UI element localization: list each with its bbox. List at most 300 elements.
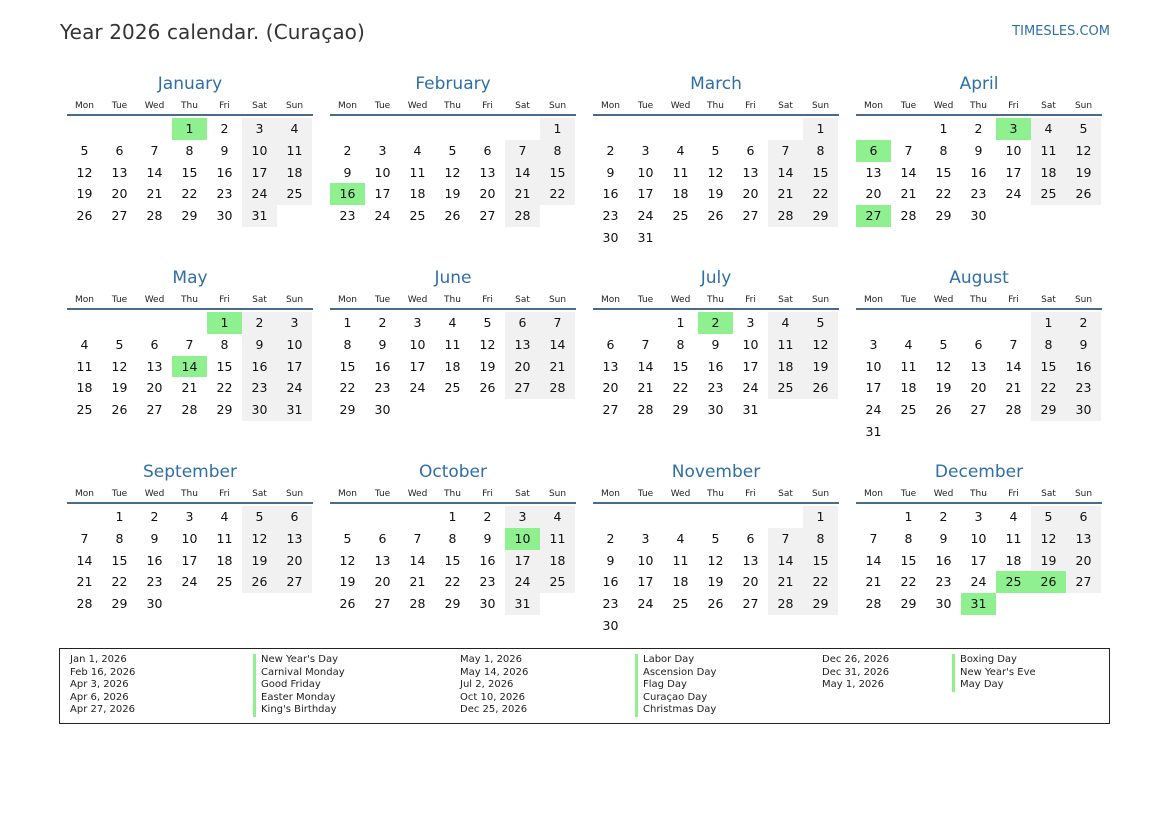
weekday-label: Thu: [181, 295, 198, 305]
month-title: February: [415, 74, 491, 94]
day-cell: 24: [1005, 186, 1022, 202]
weekday-label: Sun: [811, 101, 830, 111]
day-cell: 11: [216, 530, 233, 546]
day-cell: 27: [742, 596, 759, 612]
month-title: December: [934, 462, 1024, 482]
day-cell: 2: [378, 315, 387, 330]
day-cell: 10: [637, 164, 654, 180]
day-cell: 14: [768, 550, 803, 572]
empty-cell: [663, 506, 698, 528]
weekday-label: Tue: [637, 295, 654, 305]
day-cell: 31: [505, 593, 540, 615]
day-cell: 11: [76, 358, 93, 374]
day-cell: 27: [277, 571, 312, 593]
day-cell: 23: [935, 574, 952, 590]
weekday-label: Fri: [745, 489, 756, 499]
holiday-name: Labor Day: [643, 654, 695, 665]
day-cell: 5: [1066, 118, 1101, 140]
day-cell: 8: [448, 530, 457, 546]
holiday-date: Dec 25, 2026: [460, 704, 528, 716]
day-cell: 13: [865, 164, 882, 180]
month-december: [856, 460, 1102, 654]
empty-cell: [400, 118, 435, 140]
day-cell: 6: [746, 142, 755, 158]
day-cell: 18: [1031, 162, 1066, 184]
day-cell: 30: [374, 402, 391, 418]
empty-cell: [733, 118, 768, 140]
weekday-header: [67, 293, 313, 310]
holiday-name: Ascension Day: [643, 666, 717, 678]
empty-cell: [926, 312, 961, 334]
weekday-label: Mon: [864, 101, 883, 111]
day-cell: 16: [602, 574, 619, 590]
empty-cell: [856, 118, 891, 140]
day-cell: 5: [711, 530, 720, 546]
day-cell: 30: [970, 208, 987, 224]
weekday-label: Sat: [1041, 101, 1056, 111]
day-cell: 12: [444, 164, 461, 180]
day-cell: 15: [444, 552, 461, 568]
day-cell: 27: [1066, 571, 1101, 593]
day-cell: 10: [242, 140, 277, 162]
day-cell: 22: [444, 574, 461, 590]
day-cell: 28: [637, 402, 654, 418]
day-cell: 21: [181, 380, 198, 396]
day-cell: 29: [900, 596, 917, 612]
day-cell: 5: [448, 142, 457, 158]
day-cell: 20: [277, 550, 312, 572]
day-cell: 19: [111, 380, 128, 396]
empty-cell: [67, 118, 102, 140]
day-cell: 23: [1066, 377, 1101, 399]
day-cell: 13: [374, 552, 391, 568]
day-cell: 12: [707, 552, 724, 568]
weekday-label: Wed: [144, 489, 165, 499]
weekday-label: Tue: [637, 101, 654, 111]
day-cell: 3: [641, 530, 650, 546]
weekday-label: Thu: [444, 489, 461, 499]
holiday-name: Easter Monday: [261, 691, 336, 703]
day-cell: 29: [181, 208, 198, 224]
day-cell: 3: [378, 142, 387, 158]
day-cell: 5: [711, 142, 720, 158]
day-cell: 24: [277, 377, 312, 399]
day-cell: 11: [277, 140, 312, 162]
day-cell: 23: [374, 380, 391, 396]
day-cell: 26: [479, 380, 496, 396]
weekday-label: Fri: [219, 295, 230, 305]
day-cell: 17: [742, 358, 759, 374]
weekday-header: [67, 487, 313, 504]
legend-dates-column: [822, 654, 889, 692]
day-cell: 28: [540, 377, 575, 399]
weekday-label: Sat: [515, 489, 530, 499]
day-cell: 20: [742, 574, 759, 590]
day-cell: 9: [343, 164, 352, 180]
weekday-label: Sat: [515, 295, 530, 305]
day-cell: 2: [483, 509, 492, 524]
day-cell: 3: [413, 315, 422, 330]
day-cell: 1: [343, 315, 352, 330]
weekday-label: Sun: [1074, 295, 1093, 305]
day-cell: 6: [277, 506, 312, 528]
day-cell: 17: [374, 186, 391, 202]
month-july: [593, 266, 839, 460]
day-cell: 17: [865, 380, 882, 396]
weekday-label: Tue: [111, 489, 128, 499]
day-cell: 14: [1005, 358, 1022, 374]
month-title: September: [143, 462, 237, 482]
day-cell: 7: [80, 530, 89, 546]
day-cell: 3: [505, 506, 540, 528]
day-cell: 7: [641, 336, 650, 352]
day-cell: 27: [602, 402, 619, 418]
weekday-label: Tue: [111, 101, 128, 111]
day-cell: 16: [935, 552, 952, 568]
day-cell: 20: [374, 574, 391, 590]
weekday-label: Sat: [515, 101, 530, 111]
day-cell: 17: [505, 550, 540, 572]
calendar-grid: [67, 72, 1102, 654]
day-cell: 16: [707, 358, 724, 374]
weekday-label: Sat: [1041, 295, 1056, 305]
day-cell: 15: [339, 358, 356, 374]
day-cell: 25: [1031, 183, 1066, 205]
holiday-date: Jul 2, 2026: [460, 679, 514, 691]
weekday-label: Mon: [338, 101, 357, 111]
day-cell: 15: [900, 552, 917, 568]
day-cell: 6: [378, 530, 387, 546]
day-grid: [593, 506, 839, 637]
day-cell: 5: [483, 315, 492, 330]
empty-cell: [67, 312, 102, 334]
day-cell: 6: [974, 336, 983, 352]
day-cell: 5: [115, 336, 124, 352]
day-cell: 12: [76, 164, 93, 180]
day-cell: 1: [939, 121, 948, 136]
day-cell: 28: [865, 596, 882, 612]
empty-cell: [435, 118, 470, 140]
day-cell: 10: [865, 358, 882, 374]
site-link[interactable]: TIMESLES.COM: [1012, 24, 1110, 39]
holiday-name: May Day: [960, 679, 1004, 691]
day-cell: 10: [374, 164, 391, 180]
holiday-day-cell: 2: [698, 312, 733, 334]
weekday-label: Wed: [933, 489, 954, 499]
day-cell: 1: [676, 315, 685, 330]
day-cell: 11: [1031, 140, 1066, 162]
day-cell: 24: [374, 208, 391, 224]
day-cell: 22: [803, 183, 838, 205]
day-cell: 20: [742, 186, 759, 202]
holiday-date: May 1, 2026: [822, 679, 885, 691]
weekday-label: Wed: [670, 489, 691, 499]
empty-cell: [663, 118, 698, 140]
day-cell: 22: [1031, 377, 1066, 399]
weekday-label: Tue: [900, 489, 917, 499]
day-cell: 14: [409, 552, 426, 568]
day-cell: 30: [707, 402, 724, 418]
holiday-day-cell: 16: [330, 183, 365, 205]
day-cell: 15: [1031, 356, 1066, 378]
day-cell: 13: [742, 552, 759, 568]
day-cell: 9: [483, 530, 492, 546]
holiday-day-cell: 26: [1031, 571, 1066, 593]
day-cell: 18: [216, 552, 233, 568]
weekday-label: Sun: [285, 489, 304, 499]
day-cell: 2: [242, 312, 277, 334]
day-cell: 6: [606, 336, 615, 352]
empty-cell: [628, 506, 663, 528]
day-cell: 21: [900, 186, 917, 202]
weekday-header: [856, 487, 1102, 504]
day-cell: 27: [111, 208, 128, 224]
weekday-label: Mon: [601, 101, 620, 111]
day-cell: 9: [150, 530, 159, 546]
holiday-date: Jan 1, 2026: [70, 654, 127, 665]
holiday-name: King's Birthday: [261, 704, 337, 716]
day-cell: 15: [111, 552, 128, 568]
day-cell: 24: [409, 380, 426, 396]
day-cell: 11: [444, 336, 461, 352]
empty-cell: [768, 506, 803, 528]
day-cell: 13: [479, 164, 496, 180]
day-cell: 8: [939, 142, 948, 158]
day-cell: 20: [865, 186, 882, 202]
holiday-name: Carnival Monday: [261, 666, 345, 678]
empty-cell: [172, 312, 207, 334]
empty-cell: [961, 312, 996, 334]
day-cell: 29: [803, 593, 838, 615]
weekday-label: Sun: [548, 489, 567, 499]
day-cell: 12: [242, 528, 277, 550]
weekday-label: Tue: [374, 489, 391, 499]
weekday-label: Wed: [144, 295, 165, 305]
day-cell: 16: [242, 356, 277, 378]
weekday-header: [593, 293, 839, 310]
day-cell: 4: [904, 336, 913, 352]
day-cell: 25: [277, 183, 312, 205]
day-cell: 12: [935, 358, 952, 374]
day-cell: 13: [146, 358, 163, 374]
day-cell: 28: [146, 208, 163, 224]
day-cell: 10: [637, 552, 654, 568]
day-cell: 30: [602, 617, 619, 633]
day-cell: 31: [742, 402, 759, 418]
weekday-label: Sun: [1074, 489, 1093, 499]
weekday-label: Mon: [864, 295, 883, 305]
day-cell: 19: [707, 186, 724, 202]
day-cell: 20: [505, 356, 540, 378]
day-cell: 12: [803, 334, 838, 356]
day-cell: 21: [76, 574, 93, 590]
day-cell: 18: [444, 358, 461, 374]
weekday-label: Sun: [548, 295, 567, 305]
day-cell: 17: [970, 552, 987, 568]
day-cell: 4: [676, 530, 685, 546]
day-cell: 5: [803, 312, 838, 334]
holiday-name: Boxing Day: [960, 654, 1017, 665]
weekday-label: Sat: [778, 101, 793, 111]
day-cell: 11: [900, 358, 917, 374]
day-cell: 14: [146, 164, 163, 180]
day-cell: 16: [374, 358, 391, 374]
day-cell: 8: [904, 530, 913, 546]
day-cell: 30: [146, 596, 163, 612]
day-cell: 21: [146, 186, 163, 202]
day-cell: 17: [637, 574, 654, 590]
weekday-label: Mon: [75, 295, 94, 305]
month-august: [856, 266, 1102, 460]
day-cell: 7: [150, 142, 159, 158]
month-title: July: [700, 268, 732, 288]
day-cell: 26: [111, 402, 128, 418]
day-cell: 29: [935, 208, 952, 224]
weekday-label: Fri: [482, 489, 493, 499]
day-cell: 11: [409, 164, 426, 180]
day-cell: 7: [540, 312, 575, 334]
day-cell: 26: [76, 208, 93, 224]
holiday-name: New Year's Day: [261, 654, 339, 665]
empty-cell: [856, 312, 891, 334]
weekday-label: Mon: [601, 489, 620, 499]
day-cell: 8: [676, 336, 685, 352]
weekday-label: Sun: [548, 101, 567, 111]
day-cell: 17: [409, 358, 426, 374]
day-cell: 4: [80, 336, 89, 352]
day-cell: 15: [803, 550, 838, 572]
day-cell: 16: [146, 552, 163, 568]
month-april: [856, 72, 1102, 266]
day-cell: 19: [707, 574, 724, 590]
month-february: [330, 72, 576, 266]
holiday-date: Dec 31, 2026: [822, 666, 890, 678]
day-cell: 9: [974, 142, 983, 158]
day-cell: 18: [768, 356, 803, 378]
day-cell: 14: [540, 334, 575, 356]
day-cell: 2: [606, 142, 615, 158]
weekday-label: Mon: [338, 295, 357, 305]
month-title: October: [418, 462, 488, 482]
weekday-header: [330, 487, 576, 504]
day-cell: 10: [181, 530, 198, 546]
day-cell: 2: [974, 121, 983, 136]
day-cell: 21: [768, 183, 803, 205]
weekday-header: [67, 99, 313, 116]
day-cell: 30: [216, 208, 233, 224]
day-cell: 20: [1066, 550, 1101, 572]
day-cell: 6: [505, 312, 540, 334]
holiday-day-cell: 1: [172, 118, 207, 140]
day-cell: 7: [1009, 336, 1018, 352]
day-cell: 21: [409, 574, 426, 590]
weekday-label: Thu: [707, 295, 724, 305]
day-cell: 5: [80, 142, 89, 158]
day-cell: 10: [277, 334, 312, 356]
month-title: January: [157, 74, 223, 94]
day-cell: 7: [505, 140, 540, 162]
holiday-name: Good Friday: [261, 679, 321, 691]
holiday-name: Curaçao Day: [643, 691, 708, 703]
day-cell: 21: [637, 380, 654, 396]
empty-cell: [698, 118, 733, 140]
day-cell: 23: [479, 574, 496, 590]
day-cell: 20: [602, 380, 619, 396]
weekday-header: [330, 293, 576, 310]
day-cell: 8: [220, 336, 229, 352]
day-cell: 17: [181, 552, 198, 568]
weekday-label: Fri: [1008, 101, 1019, 111]
weekday-label: Sat: [1041, 489, 1056, 499]
day-cell: 7: [904, 142, 913, 158]
day-cell: 27: [146, 402, 163, 418]
day-cell: 28: [76, 596, 93, 612]
month-january: [67, 72, 313, 266]
day-cell: 7: [869, 530, 878, 546]
day-cell: 6: [746, 530, 755, 546]
day-cell: 12: [1066, 140, 1101, 162]
day-cell: 15: [672, 358, 689, 374]
day-cell: 18: [1005, 552, 1022, 568]
day-cell: 29: [339, 402, 356, 418]
holiday-day-cell: 25: [996, 571, 1031, 593]
day-cell: 24: [242, 183, 277, 205]
day-cell: 22: [935, 186, 952, 202]
day-cell: 28: [900, 208, 917, 224]
weekday-label: Thu: [970, 489, 987, 499]
weekday-label: Sat: [778, 489, 793, 499]
day-cell: 3: [185, 509, 194, 524]
day-cell: 6: [1066, 506, 1101, 528]
day-cell: 25: [444, 380, 461, 396]
holiday-date: Apr 6, 2026: [70, 691, 129, 703]
empty-cell: [330, 118, 365, 140]
day-grid: [856, 506, 1102, 615]
day-cell: 10: [742, 336, 759, 352]
day-cell: 22: [339, 380, 356, 396]
day-cell: 4: [1031, 118, 1066, 140]
day-cell: 19: [1066, 162, 1101, 184]
weekday-label: Thu: [181, 101, 198, 111]
empty-cell: [67, 506, 102, 528]
day-cell: 19: [339, 574, 356, 590]
day-cell: 30: [479, 596, 496, 612]
empty-cell: [593, 312, 628, 334]
day-cell: 2: [606, 530, 615, 546]
day-cell: 15: [935, 164, 952, 180]
day-cell: 5: [242, 506, 277, 528]
weekday-label: Wed: [407, 489, 428, 499]
month-title: May: [172, 268, 208, 288]
day-cell: 31: [637, 229, 654, 245]
day-cell: 1: [803, 506, 838, 528]
day-cell: 21: [505, 183, 540, 205]
weekday-header: [330, 99, 576, 116]
day-cell: 17: [1005, 164, 1022, 180]
day-cell: 29: [1031, 399, 1066, 421]
day-cell: 27: [505, 377, 540, 399]
day-cell: 19: [76, 186, 93, 202]
day-cell: 22: [181, 186, 198, 202]
day-cell: 4: [448, 315, 457, 330]
day-cell: 23: [146, 574, 163, 590]
month-title: March: [690, 74, 742, 94]
weekday-label: Mon: [75, 101, 94, 111]
empty-cell: [593, 506, 628, 528]
day-cell: 4: [540, 506, 575, 528]
day-grid: [856, 312, 1102, 443]
month-june: [330, 266, 576, 460]
